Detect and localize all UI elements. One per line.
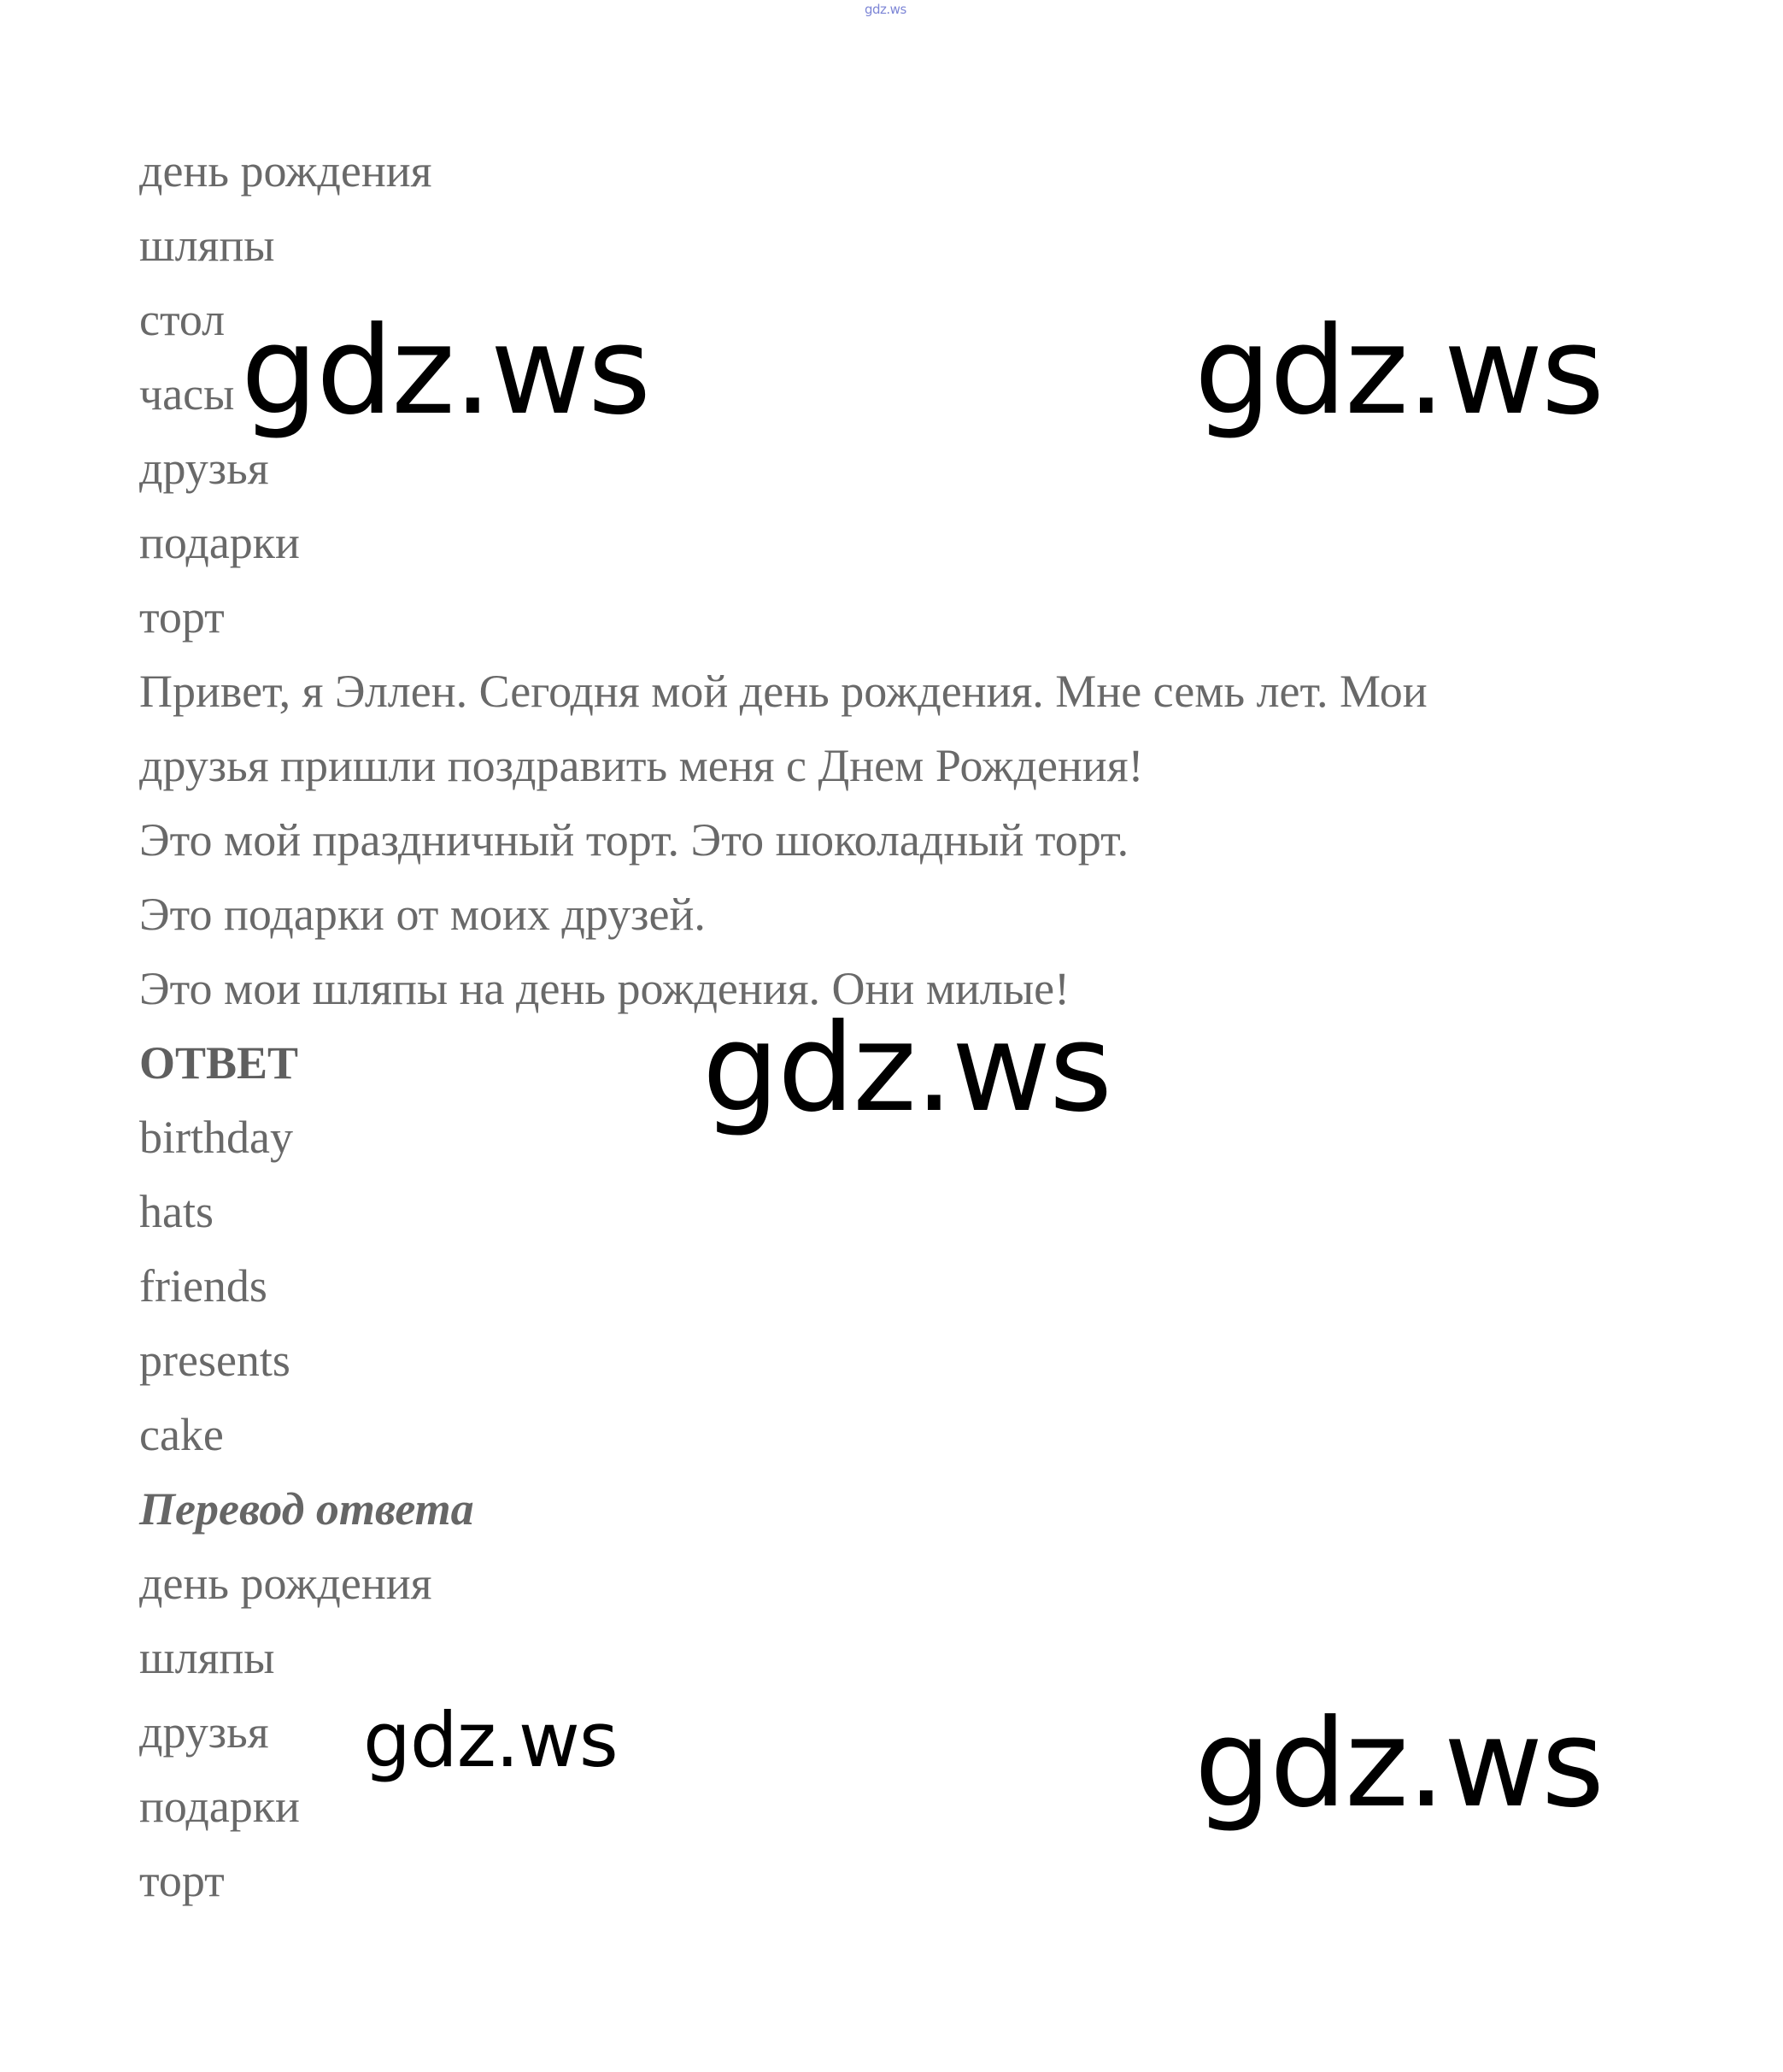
text-ru-line: Это подарки от моих друзей. (139, 889, 706, 940)
answer-item: birthday (139, 1112, 293, 1163)
watermark: gdz.ws (702, 998, 1111, 1139)
text-ru-line: Это мои шляпы на день рождения. Они милые! (139, 963, 1070, 1014)
text-ru-line: друзья пришли поздравить меня с Днем Рождения! (139, 740, 1144, 791)
vocab-ru-item: шляпы (139, 220, 275, 271)
answer-item: cake (139, 1409, 224, 1460)
translation-item: подарки (139, 1781, 300, 1832)
answer-heading: ОТВЕТ (139, 1037, 299, 1089)
translation-item: торт (139, 1855, 225, 1906)
watermark: gdz.ws (363, 1696, 618, 1784)
answer-item: friends (139, 1260, 267, 1312)
text-ru-line: Это мой праздничный торт. Это шоколадный торт. (139, 814, 1129, 866)
vocab-ru-item: стол (139, 294, 226, 345)
watermark: gdz.ws (1194, 301, 1604, 442)
text-ru-line: Привет, я Эллен. Сегодня мой день рождения. Мне семь лет. Мои (139, 666, 1428, 717)
translation-heading: Перевод ответа (139, 1483, 474, 1535)
translation-item: день рождения (139, 1558, 432, 1609)
translation-item: друзья (139, 1706, 269, 1758)
vocab-ru-item: часы (139, 368, 235, 420)
vocab-ru-item: друзья (139, 443, 269, 494)
answer-item: presents (139, 1335, 290, 1386)
vocab-ru-item: день рождения (139, 145, 432, 197)
header-mark: gdz.ws (865, 2, 906, 17)
watermark: gdz.ws (241, 301, 650, 442)
vocab-ru-item: подарки (139, 517, 300, 568)
vocab-ru-item: торт (139, 591, 225, 643)
answer-item: hats (139, 1186, 214, 1237)
translation-item: шляпы (139, 1632, 275, 1683)
watermark: gdz.ws (1194, 1693, 1604, 1834)
